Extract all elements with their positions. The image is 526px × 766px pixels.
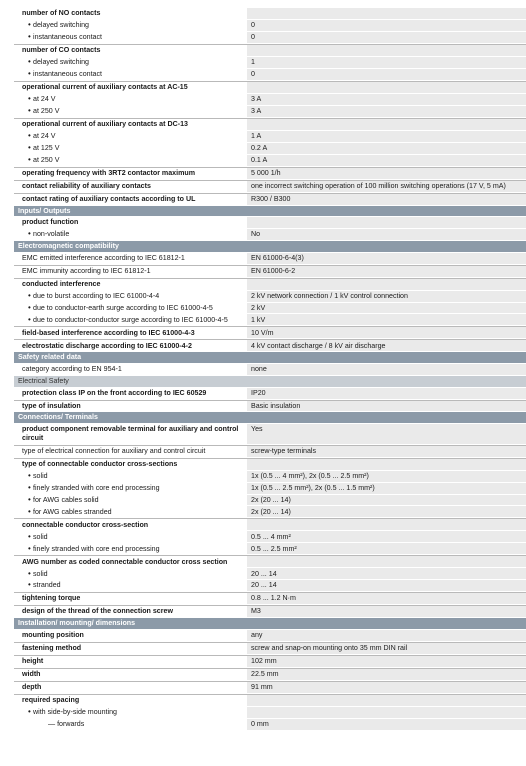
spec-value: M3	[247, 606, 526, 617]
spec-label: number of CO contacts	[22, 46, 101, 55]
spec-row	[14, 8, 526, 20]
spec-row	[14, 630, 526, 642]
spec-row	[14, 106, 526, 118]
spec-value: 22.5 mm	[247, 669, 526, 680]
spec-label: • at 125 V	[14, 143, 247, 154]
spec-row	[14, 326, 526, 339]
spec-row	[14, 314, 526, 326]
spec-value: 4 kV contact discharge / 8 kV air discharge	[247, 340, 526, 351]
spec-label: • solid	[14, 568, 247, 579]
spec-value: 20 ... 14	[247, 580, 526, 591]
spec-row	[14, 543, 526, 555]
spec-value: 0.2 A	[247, 143, 526, 154]
spec-value: 91 mm	[247, 682, 526, 693]
spec-label: conducted interference	[22, 279, 101, 288]
spec-label: protection class IP on the front according to IEC 60529	[22, 388, 207, 397]
spec-label: • instantaneous contact	[14, 69, 247, 80]
spec-value: 0.5 ... 2.5 mm²	[247, 543, 526, 554]
spec-row	[14, 155, 526, 167]
spec-label: operational current of auxiliary contacts at AC-15	[22, 83, 188, 91]
spec-label: height	[22, 656, 44, 665]
spec-label: width	[22, 669, 41, 678]
spec-row	[14, 118, 526, 131]
spec-label: • stranded	[14, 580, 247, 591]
spec-label: • delayed switching	[14, 20, 247, 31]
spec-row	[14, 94, 526, 106]
spec-value: 2x (20 ... 14)	[247, 506, 526, 517]
spec-value: 10 V/m	[247, 327, 526, 338]
spec-label: operational current of auxiliary contacts at DC-13	[22, 119, 188, 128]
spec-label: contact reliability of auxiliary contacts	[22, 181, 151, 190]
spec-value: one incorrect switching operation of 100 million switching operations (17 V, 5 mA)	[247, 181, 526, 192]
spec-label: electrostatic discharge according to IEC 61000-4-2	[22, 341, 192, 350]
spec-row	[14, 229, 526, 241]
spec-row	[14, 180, 526, 193]
spec-row	[14, 592, 526, 605]
spec-value	[247, 519, 526, 530]
spec-label: mounting position	[22, 630, 84, 639]
spec-row	[14, 167, 526, 180]
spec-label: design of the thread of the connection screw	[22, 607, 173, 616]
spec-label: • at 250 V	[14, 155, 247, 166]
spec-row	[14, 32, 526, 44]
spec-row	[14, 483, 526, 495]
spec-label: • delayed switching	[14, 57, 247, 68]
spec-value: 0	[247, 20, 526, 31]
spec-value	[247, 82, 526, 93]
spec-label: type of electrical connection for auxiliary and control circuit	[22, 446, 206, 455]
spec-label: EMC emitted interference according to IEC 61812-1	[22, 253, 185, 262]
spec-value: 0.5 ... 4 mm²	[247, 531, 526, 542]
spec-row	[14, 642, 526, 655]
spec-label: • instantaneous contact	[14, 32, 247, 43]
spec-row	[14, 217, 526, 229]
spec-value	[247, 459, 526, 470]
spec-label: • due to conductor-conductor surge according to IEC 61000-4-5	[14, 314, 247, 325]
spec-value: 1	[247, 57, 526, 68]
spec-row	[14, 424, 526, 445]
spec-label: category according to EN 954-1	[22, 365, 122, 374]
spec-row	[14, 81, 526, 94]
spec-row	[14, 668, 526, 681]
spec-value: 0.1 A	[247, 155, 526, 166]
spec-row	[14, 707, 526, 719]
spec-value: 0 mm	[247, 719, 526, 730]
spec-value: 20 ... 14	[247, 568, 526, 579]
spec-label: contact rating of auxiliary contacts according to UL	[22, 194, 196, 203]
spec-row	[14, 364, 526, 376]
spec-row	[14, 445, 526, 458]
spec-label: • at 24 V	[14, 94, 247, 105]
subsection-header: Electrical Safety	[14, 376, 526, 388]
spec-value: 0	[247, 69, 526, 80]
spec-value: screw-type terminals	[247, 446, 526, 457]
spec-row	[14, 458, 526, 471]
spec-row	[14, 555, 526, 568]
spec-label: • due to burst according to IEC 61000-4-4	[14, 291, 247, 302]
spec-label: • solid	[14, 471, 247, 482]
spec-row	[14, 193, 526, 206]
spec-label: • due to conductor-earth surge according to IEC 61000-4-5	[14, 303, 247, 314]
spec-label: • for AWG cables solid	[14, 495, 247, 506]
spec-value	[247, 217, 526, 228]
spec-value: 1x (0.5 ... 2.5 mm²), 2x (0.5 ... 1.5 mm²)	[247, 483, 526, 494]
spec-row	[14, 605, 526, 618]
spec-value: Basic insulation	[247, 401, 526, 412]
spec-row	[14, 265, 526, 278]
spec-value: 1 A	[247, 131, 526, 142]
spec-label: • at 250 V	[14, 106, 247, 117]
spec-value: No	[247, 229, 526, 240]
spec-value: screw and snap-on mounting onto 35 mm DIN rail	[247, 643, 526, 654]
spec-row	[14, 388, 526, 400]
spec-label: type of insulation	[22, 401, 81, 410]
spec-row	[14, 471, 526, 483]
spec-label: EMC immunity according to IEC 61812-1	[22, 266, 151, 275]
spec-row	[14, 143, 526, 155]
spec-value: EN 61000-6-4(3)	[247, 253, 526, 264]
spec-value: any	[247, 630, 526, 641]
spec-label: • at 24 V	[14, 131, 247, 142]
spec-row	[14, 131, 526, 143]
spec-value: R300 / B300	[247, 194, 526, 205]
spec-row	[14, 694, 526, 707]
spec-label: • finely stranded with core end processing	[14, 543, 247, 554]
spec-value	[247, 707, 526, 718]
spec-value: 0	[247, 32, 526, 43]
spec-label: fastening method	[22, 643, 82, 652]
spec-row	[14, 506, 526, 518]
spec-row	[14, 253, 526, 265]
spec-row	[14, 719, 526, 731]
spec-label: required spacing	[22, 695, 80, 704]
section-header: Inputs/ Outputs	[14, 206, 526, 218]
spec-row	[14, 655, 526, 668]
spec-label: • with side-by-side mounting	[14, 707, 247, 718]
spec-label: connectable conductor cross-section	[22, 520, 149, 529]
spec-value	[247, 119, 526, 130]
spec-row	[14, 495, 526, 507]
spec-row	[14, 518, 526, 531]
spec-row	[14, 20, 526, 32]
spec-value: 5 000 1/h	[247, 168, 526, 179]
spec-value	[247, 556, 526, 567]
spec-value: 102 mm	[247, 656, 526, 667]
spec-value: 1x (0.5 ... 4 mm²), 2x (0.5 ... 2.5 mm²)	[247, 471, 526, 482]
spec-value: EN 61000-6-2	[247, 266, 526, 277]
spec-label: product function	[22, 218, 79, 227]
spec-label: depth	[22, 682, 42, 691]
spec-row	[14, 291, 526, 303]
spec-label: product component removable terminal for auxiliary and control circuit	[22, 425, 239, 442]
spec-row	[14, 278, 526, 291]
spec-label: number of NO contacts	[22, 9, 101, 18]
spec-value	[247, 45, 526, 56]
spec-value	[247, 279, 526, 290]
spec-value: 2x (20 ... 14)	[247, 495, 526, 506]
spec-value: 3 A	[247, 106, 526, 117]
spec-label: — forwards	[48, 719, 85, 728]
spec-label: • solid	[14, 531, 247, 542]
spec-label: AWG number as coded connectable conductor cross section	[22, 557, 228, 566]
spec-label: operating frequency with 3RT2 contactor maximum	[22, 168, 196, 177]
spec-label: field-based interference according to IEC 61000-4-3	[22, 328, 195, 337]
spec-value: 2 kV	[247, 303, 526, 314]
spec-value: 3 A	[247, 94, 526, 105]
spec-label: tightening torque	[22, 594, 81, 603]
spec-row	[14, 531, 526, 543]
spec-value: 2 kV network connection / 1 kV control connection	[247, 291, 526, 302]
spec-value: 0.8 ... 1.2 N·m	[247, 593, 526, 604]
spec-label: type of connectable conductor cross-sections	[22, 459, 178, 468]
datasheet-table	[14, 0, 526, 731]
spec-row	[14, 69, 526, 81]
spec-label: • non-volatile	[14, 229, 247, 240]
spec-row	[14, 681, 526, 694]
spec-label: • for AWG cables stranded	[14, 506, 247, 517]
spec-label: • finely stranded with core end processing	[14, 483, 247, 494]
spec-row	[14, 57, 526, 69]
section-header: Installation/ mounting/ dimensions	[14, 618, 526, 630]
spec-row	[14, 339, 526, 352]
spec-value	[247, 8, 526, 19]
spec-row	[14, 303, 526, 315]
spec-value: Yes	[247, 424, 526, 444]
section-header: Electromagnetic compatibility	[14, 241, 526, 253]
section-header: Safety related data	[14, 352, 526, 364]
section-header: Connections/ Terminals	[14, 412, 526, 424]
spec-row	[14, 44, 526, 57]
spec-row	[14, 568, 526, 580]
spec-row	[14, 400, 526, 413]
spec-row	[14, 580, 526, 592]
spec-value	[247, 695, 526, 706]
spec-value: IP20	[247, 388, 526, 399]
spec-value: 1 kV	[247, 314, 526, 325]
spec-value: none	[247, 364, 526, 375]
